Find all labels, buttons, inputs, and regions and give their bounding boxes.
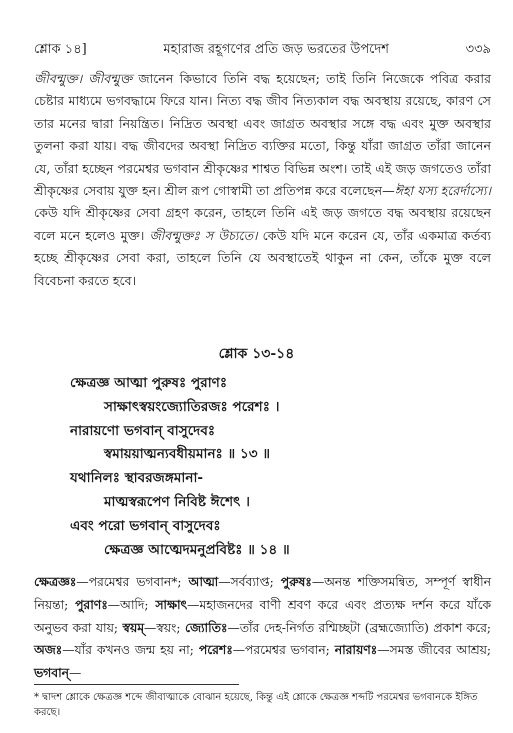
synonym-word: অজঃ xyxy=(34,642,63,658)
footnote-divider xyxy=(34,684,239,685)
synonym-word: ভগবান্ xyxy=(34,665,69,681)
synonym-word: নারায়ণঃ xyxy=(334,642,378,658)
synonym-word: জ্যোতিঃ xyxy=(185,619,228,635)
verse-line: সাক্ষাৎস্বয়ংজ্যোতিরজঃ পরেশঃ । xyxy=(104,398,280,415)
verse-line: ক্ষেত্রজ্ঞ আত্মেদমনুপ্রবিষ্টঃ ॥ ১৪ ॥ xyxy=(104,541,290,558)
synonym-meaning: —মহাজনদের বাণী শ্রবণ করে এবং প্রত্যক্ষ দর্শন করে যাঁকে অনুভব করা যায়; xyxy=(34,597,491,635)
synonym-word: আত্মা xyxy=(188,574,219,589)
purport-sentence: কেউ যদি শ্রীকৃষ্ণের সেবা গ্রহণ করেন, তাহলে তিনি এই জড় জগতে বদ্ধ অবস্থায় রয়েছেন বলে মনে হলেও মুক্ত। xyxy=(34,205,491,243)
verse-line: স্বমায়য়াত্মন্যবধীয়মানঃ ॥ ১৩ ॥ xyxy=(104,446,271,463)
footnote: * দ্বাদশ শ্লোকে ক্ষেত্রজ্ঞ শব্দে জীবাত্মাকে বোঝান হয়েছে, কিন্তু এই শ্লোকে ক্ষেত্রজ্ঞ শব্দটি পরমেশ্বর ভগবানকে ইঙ্গিত করছে। xyxy=(34,692,478,718)
verse-line: নারায়ণো ভগবান্ বাসুদেবঃ xyxy=(70,422,216,439)
synonym-word: সাক্ষাৎ xyxy=(155,596,188,612)
verse-heading: শ্লোক ১৩-১৪ xyxy=(218,346,295,362)
synonym-meaning: —অনন্ত শক্তিসমন্বিত, সম্পূর্ণ স্বাধীন নিয়ন্তা; xyxy=(34,575,491,612)
synonym-word: পুরুষঃ xyxy=(280,574,312,589)
purport-paragraph xyxy=(34,68,491,292)
purport-italic: জীবন্মুক্তঃ স উচ্যতে। xyxy=(149,227,258,243)
running-header xyxy=(34,40,491,58)
verse-line: এবং পরো ভগবান্ বাসুদেবঃ xyxy=(70,517,221,534)
page-number: ৩৩৯ xyxy=(465,42,491,57)
purport-sentence: জানেন কিভাবে তিনি বদ্ধ হয়েছেন; তাই তিনি নিজেকে পবিত্র করার চেষ্টার মাধ্যমে ভগবদ্ধামে ফিরে যান। নিত্য বদ্ধ জীব নিত্যকাল বদ্ধ অবস্থায় রয়েছে, কারণ সে তার মনের দ্বারা নিয়ন্ত্রিত। নিদ্রিত অবস্থা এবং জাগ্রত অবস্থার সঙ্গে বদ্ধ এবং মুক্ত অবস্থার তুলনা করা যায়। বদ্ধ জীবদের অবস্থা নিদ্রিত ব্যক্তির মতো, কিন্তু যাঁরা জাগ্রত তাঁরা জানেন যে, তাঁরা হচ্ছেন পরমেশ্বর ভগবান শ্রীকৃষ্ণের শাশ্বত বিভিন্ন অংশ। তাই এই জড় জগতেও তাঁরা শ্রীকৃষ্ণের সেবায় যুক্ত হন। শ্রীল রূপ গোস্বামী তা প্রতিপন্ন করে বলেছেন— xyxy=(34,71,491,199)
synonym-meaning: —সর্বব্যাপ্ত; xyxy=(218,575,281,589)
synonym-word: ক্ষেত্রজ্ঞঃ xyxy=(34,574,77,589)
synonym-meaning: —তাঁর দেহ-নির্গত রশ্মিচ্ছটা (ব্রহ্মজ্যোতি) প্রকাশ করে; xyxy=(227,620,491,635)
synonym-meaning: — xyxy=(68,666,82,681)
synonym-word: পরেশঃ xyxy=(198,642,233,658)
synonym-meaning: —আদি; xyxy=(107,597,156,612)
synonym-meaning: —স্বয়ং; xyxy=(144,620,185,635)
synonym-word: স্বয়ম্ xyxy=(122,619,145,635)
verse-line: মাত্মস্বরূপেণ নিবিষ্ট ঈশেৎ । xyxy=(104,493,250,510)
synonym-meaning: —সমস্ত জীবের আশ্রয়; xyxy=(377,643,491,658)
synonym-meaning: —পরমেশ্বর ভগবান*; xyxy=(76,575,189,589)
synonym-meaning: —পরমেশ্বর ভগবান; xyxy=(232,643,335,658)
verse-line: ক্ষেত্রজ্ঞ আত্মা পুরুষঃ পুরাণঃ xyxy=(70,375,228,391)
purport-sentence: কেউ যদি মনে করেন যে, তাঁর একমাত্র কর্তব্য হচ্ছে শ্রীকৃষ্ণের সেবা করা, তাহলে তিনি যে অবস্থাতেই থাকুন না কেন, তাঁকে মুক্ত বলে বিবেচনা করতে হবে। xyxy=(34,227,491,288)
purport-italic: জীবন্মুক্ত। xyxy=(34,71,83,86)
verse-reference: শ্লোক ১৪] xyxy=(34,42,87,57)
synonym-meaning: —যাঁর কখনও জন্ম হয় না; xyxy=(62,643,199,658)
verse-line: যথানিলঃ স্থাবরজঙ্গমানা- xyxy=(70,470,204,487)
purport-italic: ঈহা যস্য হরের্দাস্যে। xyxy=(394,183,491,199)
synonym-word: পুরাণঃ xyxy=(75,596,108,612)
purport-italic: জীবন্মুক্ত xyxy=(88,71,133,86)
synonyms-section xyxy=(34,571,491,685)
sanskrit-verse xyxy=(70,372,483,562)
chapter-title: মহারাজ রহূগণের প্রতি জড় ভরতের উপদেশ xyxy=(163,42,389,57)
purport-text xyxy=(34,68,491,292)
